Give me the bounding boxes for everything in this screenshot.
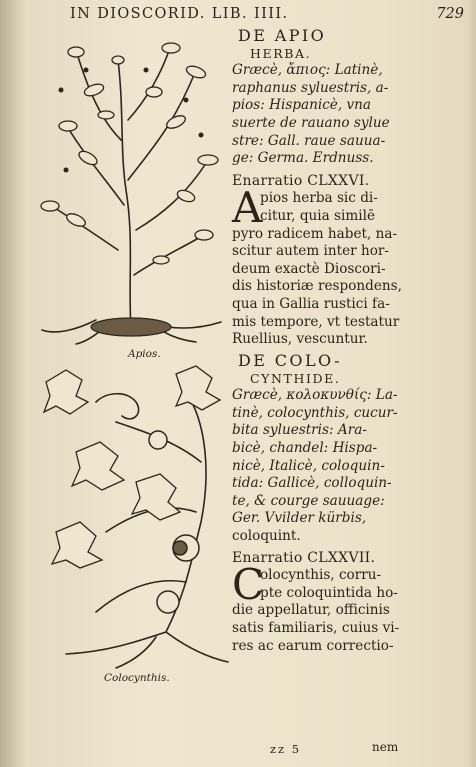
apios-text-line: citur, quia similē bbox=[260, 207, 376, 224]
apios-text-line: pyro radicem habet, na- bbox=[232, 225, 398, 242]
apios-synonym-line: ge: Germa. Erdnuss. bbox=[232, 150, 374, 167]
colocynthis-heading: DE COLO- bbox=[238, 351, 342, 370]
running-head bbox=[70, 6, 470, 22]
colocynthis-section bbox=[232, 352, 472, 655]
binding-gutter bbox=[0, 0, 26, 767]
colocynthis-subheading: CYNTHIDE. bbox=[250, 370, 341, 386]
colocynthis-text-block bbox=[232, 560, 472, 655]
colocynthis-synonym-line: bita syluestris: Ara- bbox=[232, 422, 367, 439]
apios-text-line: dis historiæ respondens, bbox=[232, 278, 402, 295]
colocynthis-text-line: res ac earum correctio- bbox=[232, 637, 394, 654]
page-number: 729 bbox=[436, 6, 464, 22]
colocynthis-synonym-line: bicè, chandel: Hispa- bbox=[232, 439, 378, 456]
colocynthis-text-line: die appellatur, officinis bbox=[232, 602, 390, 619]
apios-text-line: pios herba sic di- bbox=[260, 190, 378, 207]
colocynthis-synonym-line: Græcè, κολοκυνθίς: La- bbox=[232, 387, 398, 404]
colocynthis-text-line: satis familiaris, cuius vi- bbox=[232, 619, 400, 636]
colocynthis-enarratio-heading: Enarratio CLXXVII. bbox=[232, 549, 376, 566]
catchword: nem bbox=[372, 740, 399, 754]
apios-text-line: deum exactè Dioscori- bbox=[232, 260, 386, 277]
apios-synonym-line: suerte de rauano sylue bbox=[232, 114, 390, 131]
apios-text-line: mis tempore, vt testatur bbox=[232, 313, 400, 330]
colocynthis-synonym-line: coloquint. bbox=[232, 527, 301, 544]
apios-synonym-line: raphanus syluestris, a- bbox=[232, 79, 389, 96]
colocynthis-text-line: olocynthis, corru- bbox=[260, 567, 382, 584]
colocynthis-synonym-line: Ger. Vvilder kürbis, bbox=[232, 510, 367, 527]
apios-subheading: HERBA. bbox=[250, 45, 312, 61]
apios-section bbox=[232, 27, 472, 349]
colocynthis-synonym-line: nicè, Italicè, coloquin- bbox=[232, 457, 385, 474]
apios-text-line: Ruellius, vescuntur. bbox=[232, 331, 368, 348]
apios-woodcut-illustration bbox=[36, 30, 226, 345]
colocynthis-synonym-line: tinè, colocynthis, cucur- bbox=[232, 404, 398, 421]
colocynthis-text-line: pte coloquintida ho- bbox=[260, 584, 398, 601]
colocynthis-drop-cap: C bbox=[232, 560, 265, 610]
apios-synonym-line: stre: Gall. raue sauua- bbox=[232, 132, 386, 149]
signature-mark: zz 5 bbox=[270, 742, 302, 756]
colocynthis-woodcut-illustration bbox=[36, 362, 232, 672]
colocynthis-synonym-line: te, & courge sauuage: bbox=[232, 492, 385, 509]
apios-drop-cap: A bbox=[232, 183, 263, 233]
apios-synonym-line: pios: Hispanicè, vna bbox=[232, 97, 372, 114]
apios-enarratio-heading: Enarratio CLXXVI. bbox=[232, 172, 370, 189]
apios-text-line: qua in Gallia rustici fa- bbox=[232, 295, 390, 312]
apios-text-block bbox=[232, 183, 472, 348]
running-head-title: IN DIOSCORID. LIB. IIII. bbox=[70, 6, 289, 22]
colocynthis-synonym-line: tida: Gallicè, colloquin- bbox=[232, 475, 392, 492]
apios-figure-caption: Apios. bbox=[128, 348, 161, 360]
colocynthis-figure-caption: Colocynthis. bbox=[104, 672, 170, 684]
apios-text-line: scitur autem inter hor- bbox=[232, 243, 390, 260]
apios-heading: DE APIO bbox=[238, 26, 327, 45]
apios-synonym-line: Græcè, ἄπιος: Latinè, bbox=[232, 62, 383, 79]
